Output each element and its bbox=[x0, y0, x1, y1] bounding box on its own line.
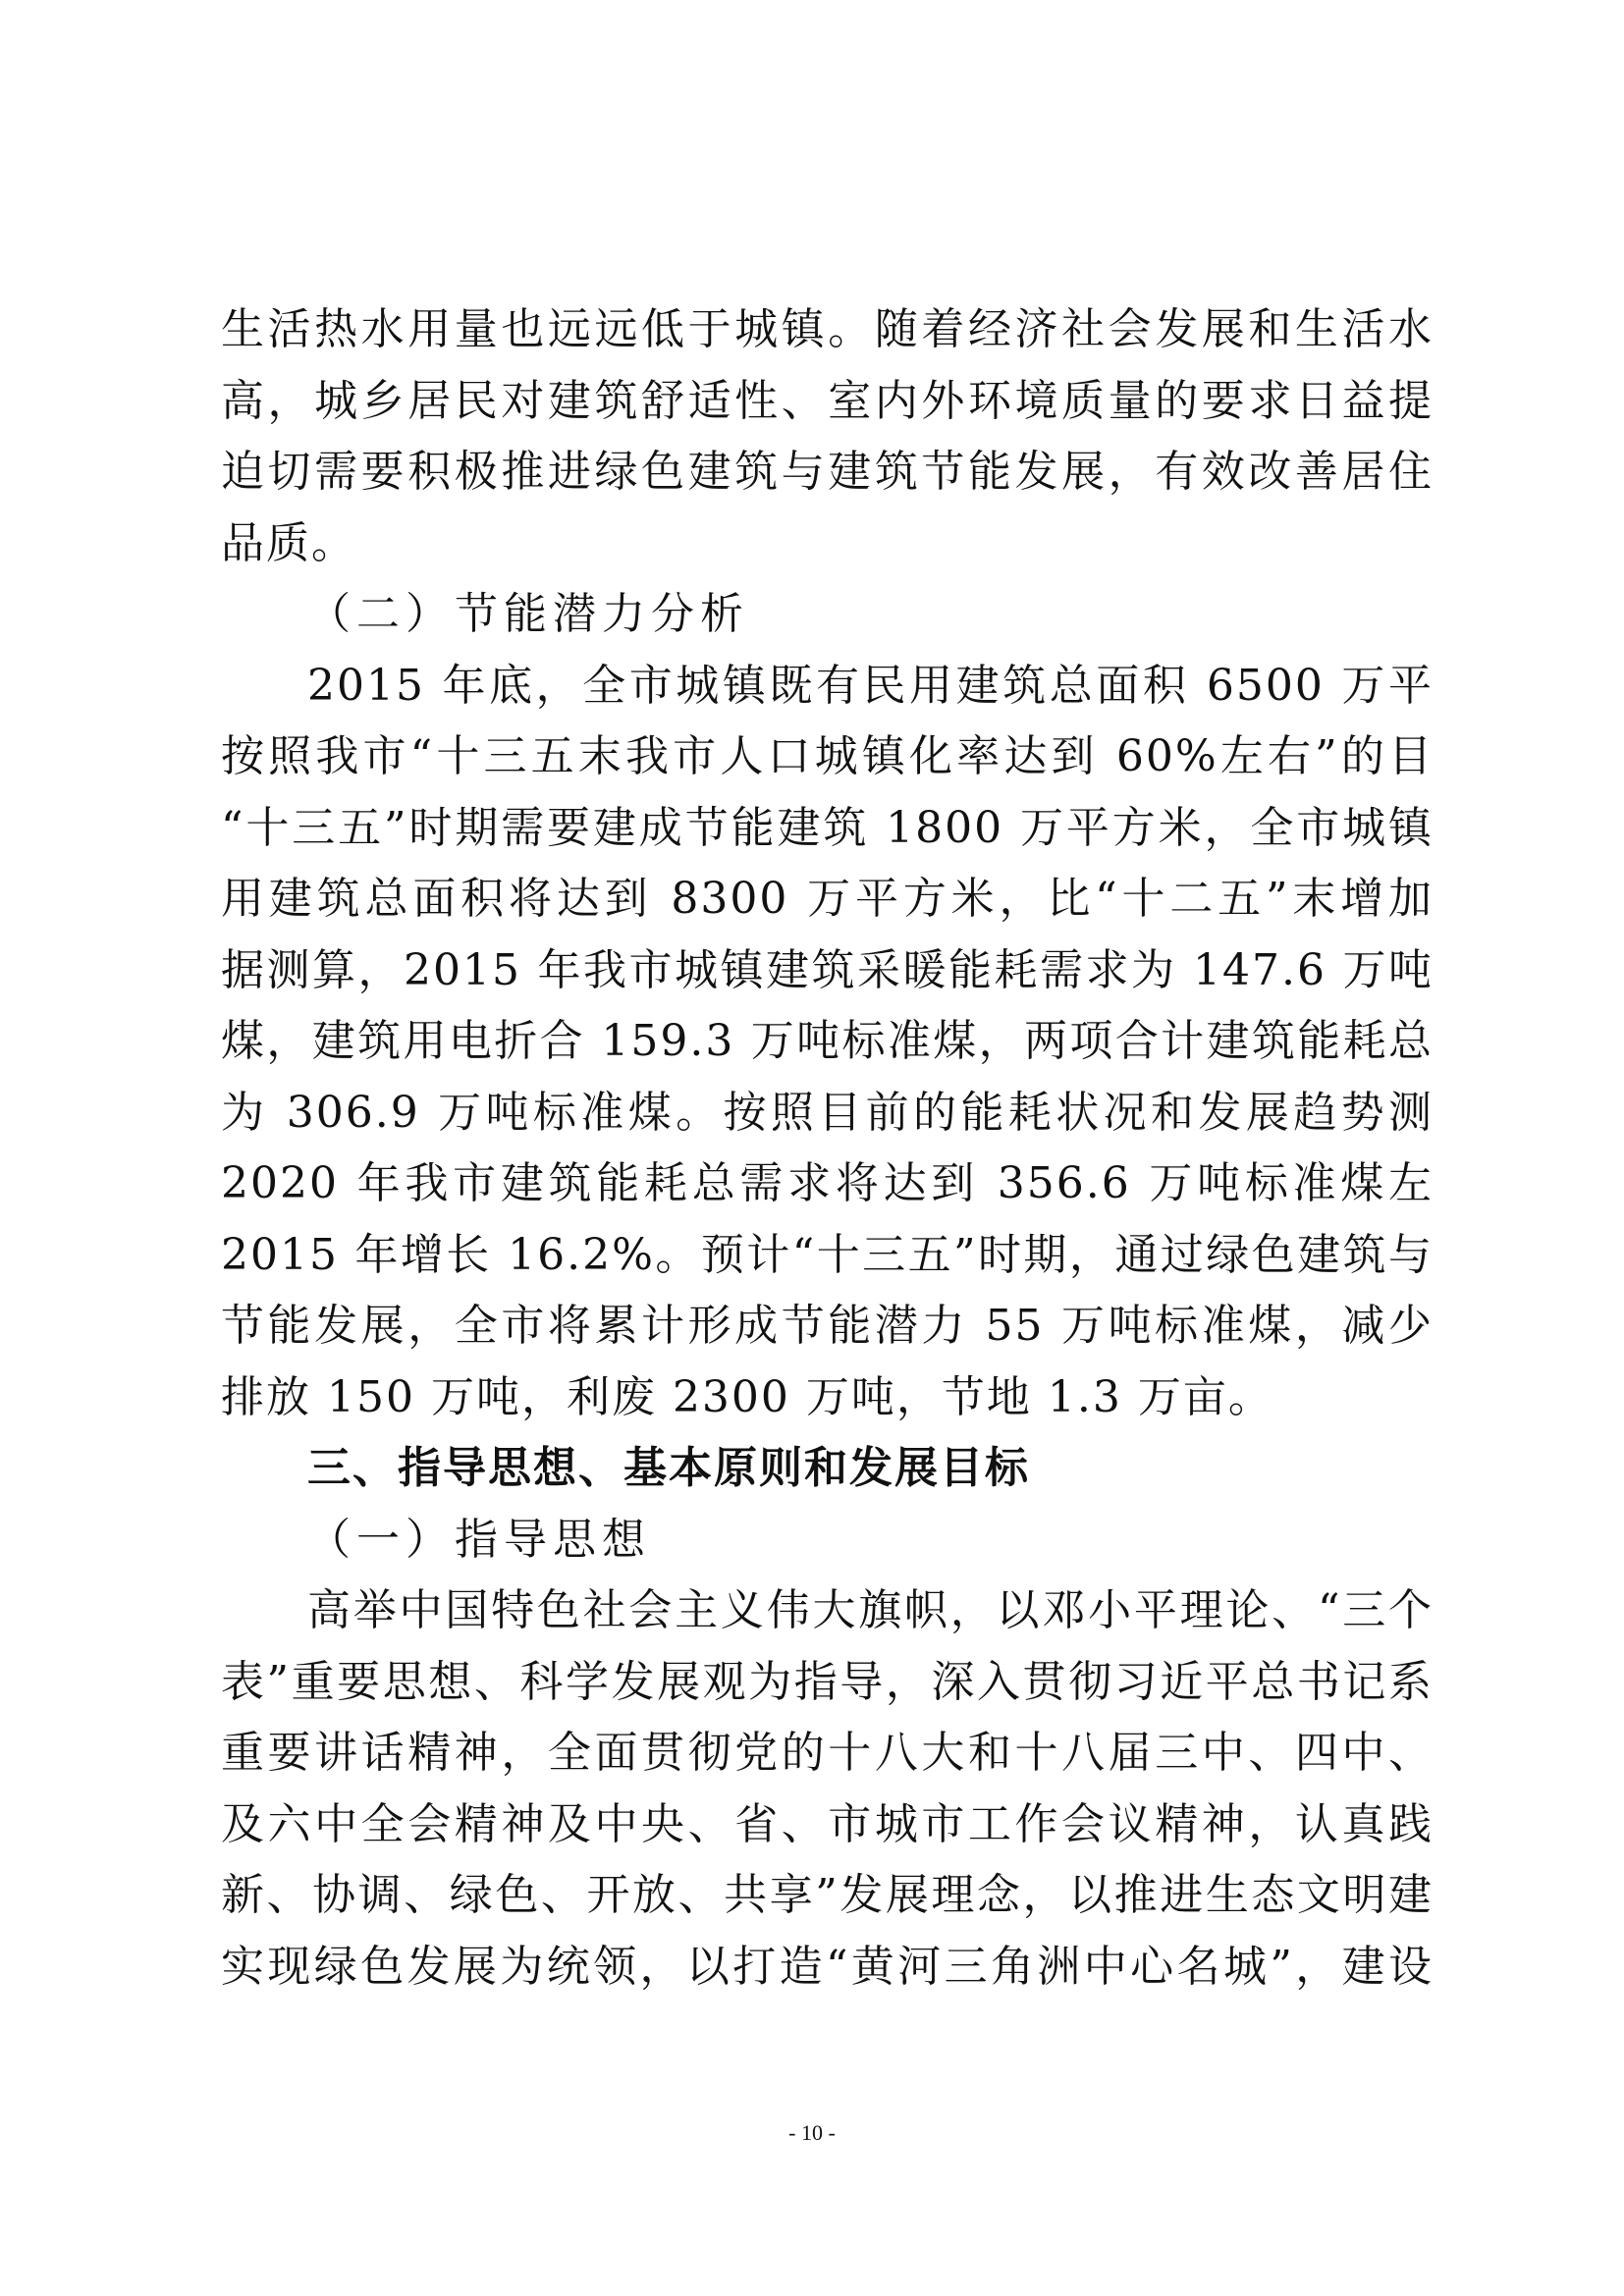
text-line: 及六中全会精神及中央、省、市城市工作会议精神，认真践 bbox=[221, 1798, 1434, 1849]
text-line: 重要讲话精神，全面贯彻党的十八大和十八届三中、四中、 bbox=[221, 1728, 1434, 1778]
text-line: 表”重要思想、科学发展观为指导，深入贯彻习近平总书记系 bbox=[221, 1656, 1434, 1707]
text-line: 为 306.9 万吨标准煤。按照目前的能耗状况和发展趋势测 bbox=[221, 1087, 1434, 1138]
text-line: 用建筑总面积将达到 8300 万平方米，比“十二五”末增加 bbox=[221, 874, 1434, 924]
text-line: 品质。 bbox=[221, 517, 356, 568]
text-line: “十三五”时期需要建成节能建筑 1800 万平方米，全市城镇 bbox=[221, 802, 1434, 853]
text-line: 生活热水用量也远远低于城镇。随着经济社会发展和生活水 bbox=[221, 304, 1434, 354]
text-line: 2015 年增长 16.2%。预计“十三五”时期，通过绿色建筑与 bbox=[221, 1229, 1434, 1280]
text-line: 煤，建筑用电折合 159.3 万吨标准煤，两项合计建筑能耗总 bbox=[221, 1016, 1434, 1066]
text-line: 高，城乡居民对建筑舒适性、室内外环境质量的要求日益提 bbox=[221, 375, 1434, 426]
text-line: 新、协调、绿色、开放、共享”发展理念，以推进生态文明建 bbox=[221, 1870, 1434, 1920]
subsection-heading: （二）节能潜力分析 bbox=[307, 589, 749, 639]
page-number: - 10 - bbox=[788, 2120, 836, 2145]
text-line: 排放 150 万吨，利废 2300 万吨，节地 1.3 万亩。 bbox=[221, 1371, 1273, 1422]
text-line: 迫切需要积极推进绿色建筑与建筑节能发展，有效改善居住 bbox=[221, 447, 1434, 497]
section-heading: 三、指导思想、基本原则和发展目标 bbox=[307, 1443, 1030, 1493]
subsection-heading: （一）指导思想 bbox=[307, 1514, 651, 1565]
document-body bbox=[221, 294, 1434, 2002]
text-line: 2015 年底，全市城镇既有民用建筑总面积 6500 万平 bbox=[307, 660, 1434, 711]
text-line: 据测算，2015 年我市城镇建筑采暖能耗需求为 147.6 万吨 bbox=[221, 944, 1434, 995]
text-line: 按照我市“十三五末我市人口城镇化率达到 60%左右”的目 bbox=[221, 731, 1434, 781]
text-line: 节能发展，全市将累计形成节能潜力 55 万吨标准煤，减少 bbox=[221, 1301, 1434, 1351]
text-line: 高举中国特色社会主义伟大旗帜，以邓小平理论、“三个 bbox=[307, 1585, 1434, 1635]
text-line: 实现绿色发展为统领，以打造“黄河三角洲中心名城”，建设 bbox=[221, 1941, 1434, 1992]
text-line: 2020 年我市建筑能耗总需求将达到 356.6 万吨标准煤左 bbox=[221, 1158, 1434, 1208]
